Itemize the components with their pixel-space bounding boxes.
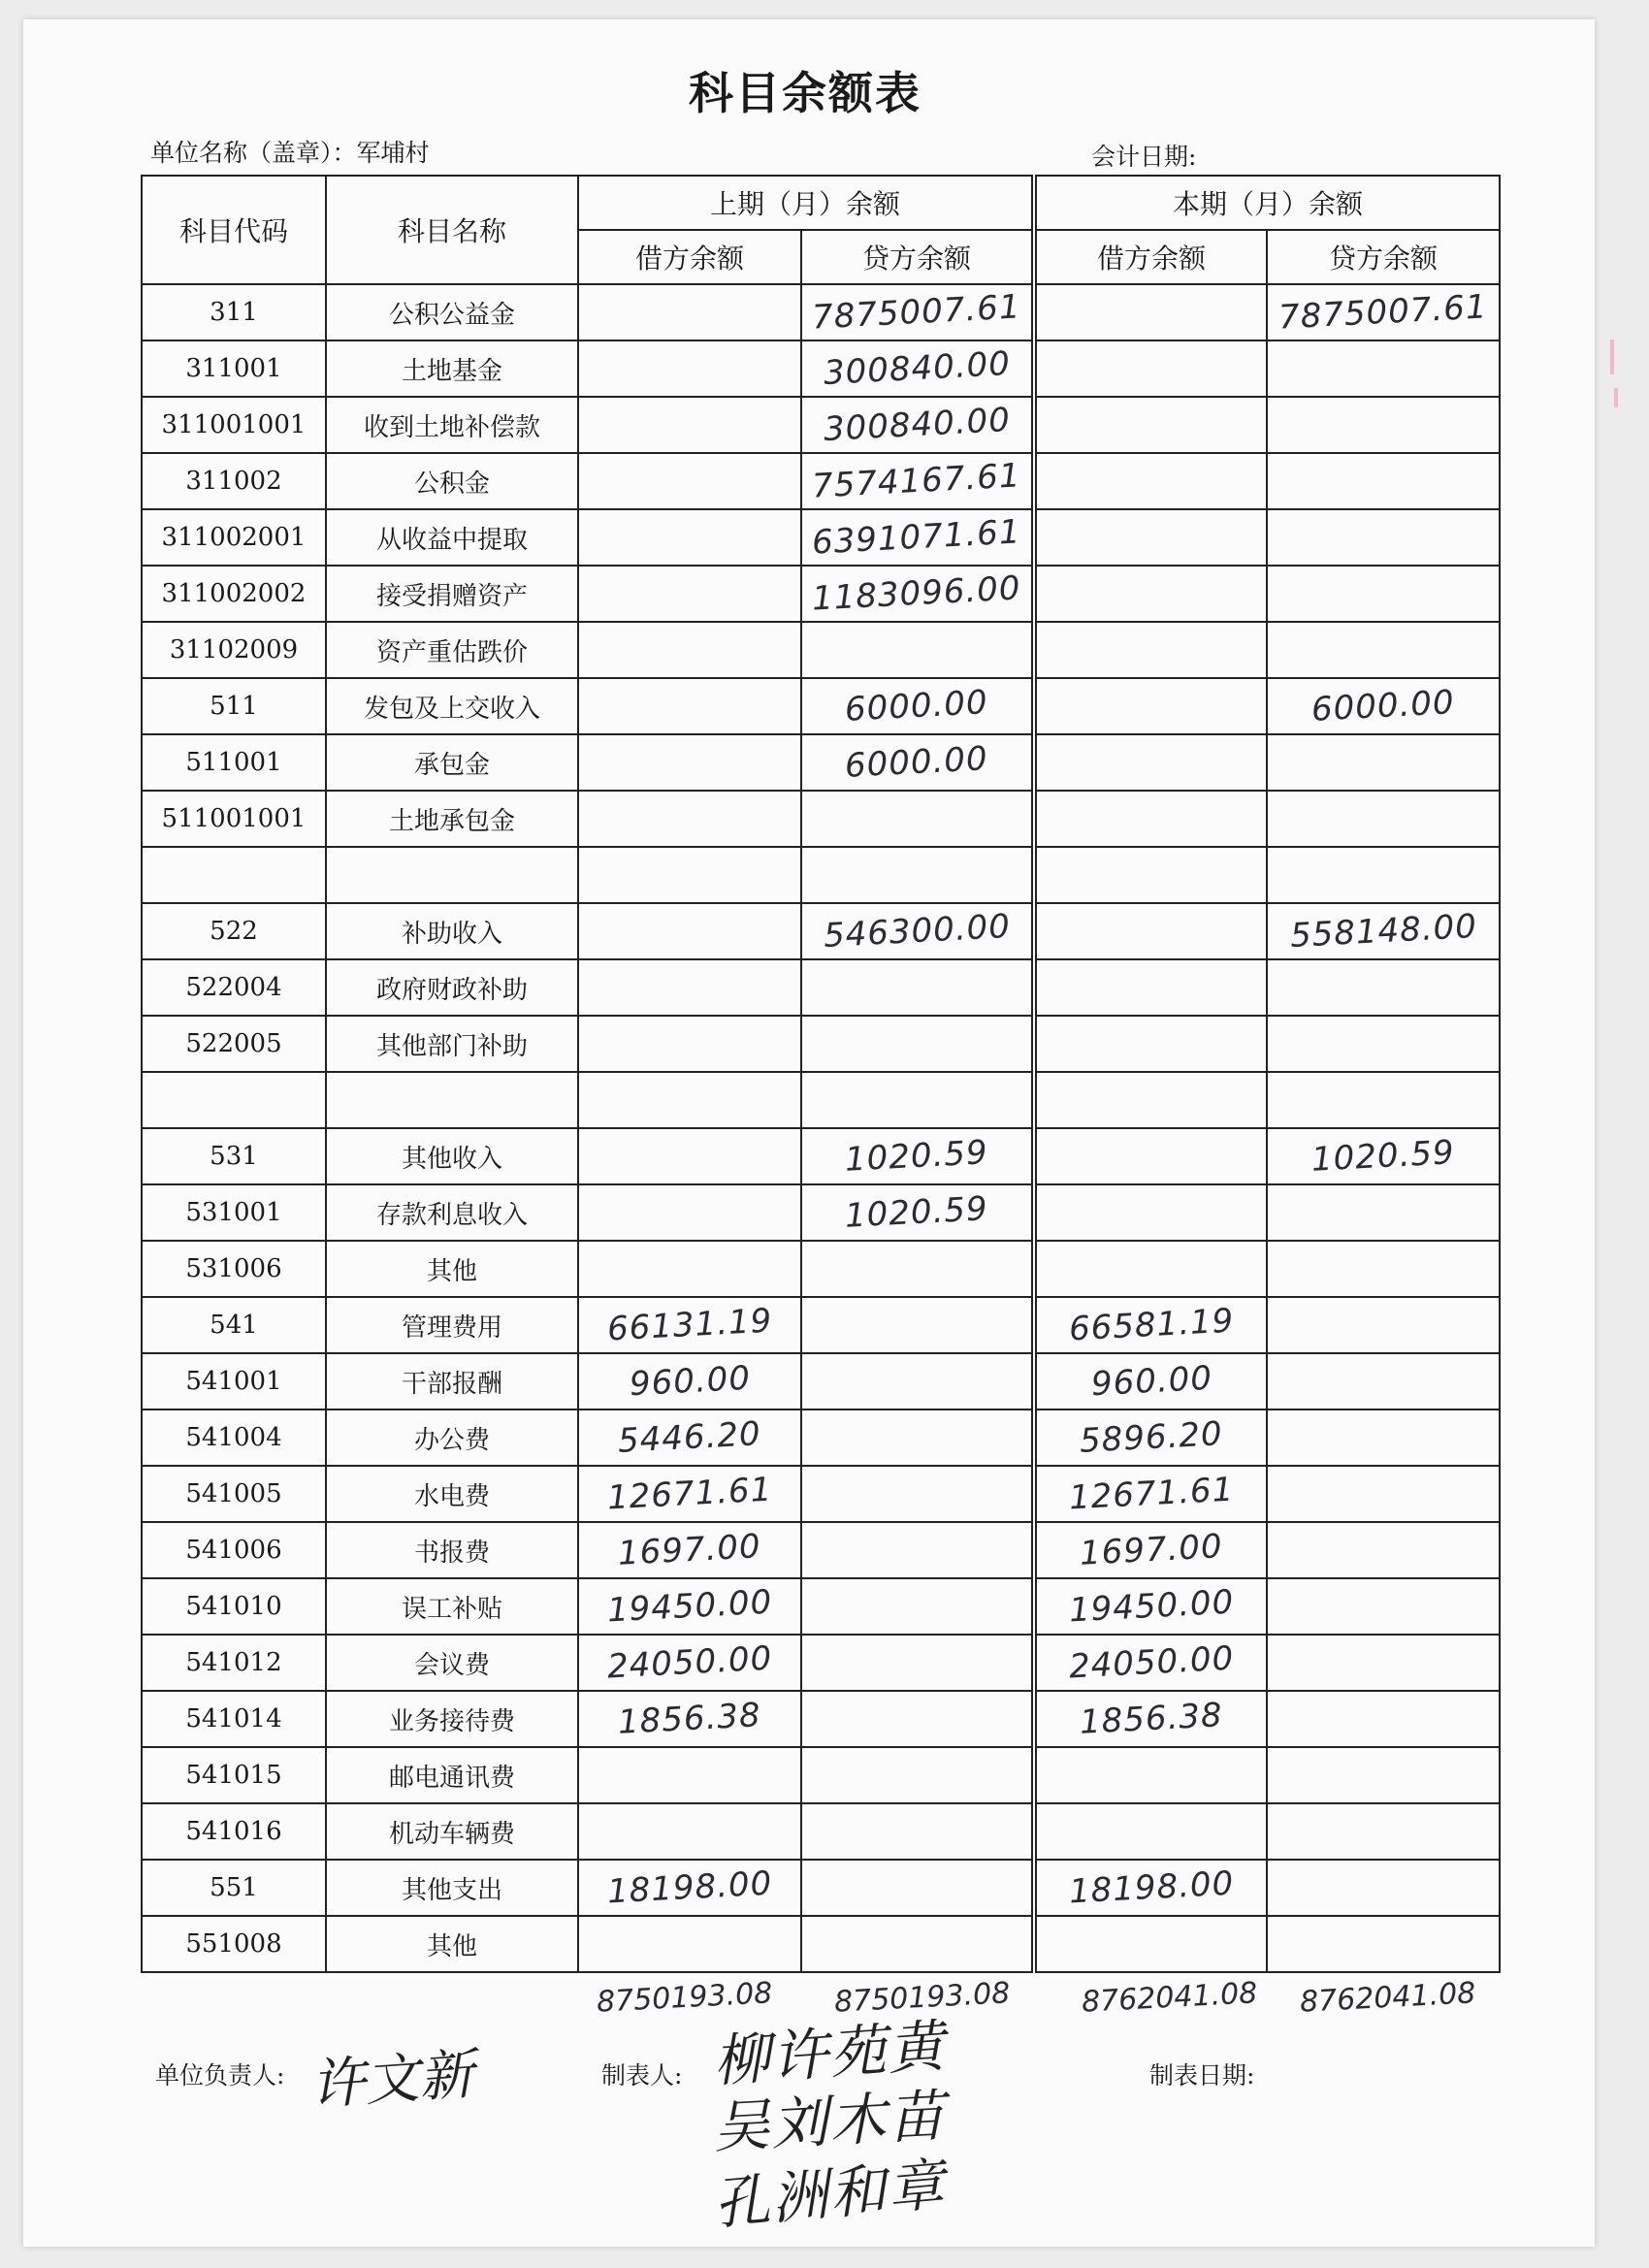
preparer-label: 制表人: <box>601 2061 683 2090</box>
cell-curr-debit <box>1034 1860 1267 1916</box>
cell-code: 311001001 <box>142 397 326 453</box>
handwritten-amount: 19450.00 <box>1067 1582 1236 1631</box>
handwritten-amount: 18198.00 <box>605 1863 774 1912</box>
cell-curr-credit <box>1267 1016 1500 1072</box>
table-row <box>142 1747 1500 1803</box>
preparer-signature-1: 柳许苑黄 <box>711 2012 949 2095</box>
handwritten-amount: 24050.00 <box>1067 1638 1236 1687</box>
cell-prev-debit <box>578 566 801 622</box>
handwritten-amount: 6000.00 <box>844 739 989 786</box>
cell-prev-debit <box>578 1578 801 1635</box>
cell-prev-debit <box>578 1241 801 1297</box>
table-row <box>142 1860 1500 1916</box>
cell-name: 办公费 <box>326 1409 578 1466</box>
cell-prev-debit <box>578 1353 801 1409</box>
cell-prev-debit <box>578 1522 801 1578</box>
table-row <box>142 1353 1500 1409</box>
cell-curr-credit <box>1267 622 1500 678</box>
cell-prev-debit <box>578 397 801 453</box>
cell-code: 311002 <box>142 453 326 509</box>
cell-curr-credit <box>1267 340 1500 397</box>
handwritten-amount: 6000.00 <box>1310 683 1456 729</box>
cell-curr-debit <box>1034 1522 1267 1578</box>
cell-code: 511001 <box>142 734 326 791</box>
cell-curr-debit <box>1034 1128 1267 1184</box>
cell-curr-credit <box>1267 1241 1500 1297</box>
cell-curr-debit <box>1034 903 1267 959</box>
cell-prev-credit <box>801 1916 1034 1972</box>
handwritten-amount: 1183096.00 <box>811 568 1022 619</box>
table-row <box>142 1297 1500 1353</box>
handwritten-amount: 1697.00 <box>617 1527 762 1573</box>
handwritten-amount: 7875007.61 <box>1277 287 1489 338</box>
cell-name: 从收益中提取 <box>326 509 578 566</box>
handwritten-amount: 19450.00 <box>605 1582 774 1631</box>
balance-table <box>141 175 1501 1973</box>
cell-prev-credit <box>801 1184 1034 1241</box>
table-row <box>142 1072 1500 1128</box>
handwritten-amount: 960.00 <box>628 1358 752 1405</box>
page-title: 科目余额表 <box>689 67 922 119</box>
cell-curr-credit <box>1267 566 1500 622</box>
header-name: 科目名称 <box>326 176 578 284</box>
cell-prev-debit <box>578 847 801 903</box>
cell-prev-debit <box>578 959 801 1016</box>
cell-name: 书报费 <box>326 1522 578 1578</box>
cell-prev-credit <box>801 1578 1034 1635</box>
cell-prev-credit <box>801 1072 1034 1128</box>
accounting-date-label: 会计日期: <box>1091 143 1197 171</box>
cell-code: 541016 <box>142 1803 326 1860</box>
cell-curr-credit <box>1267 1635 1500 1691</box>
cell-curr-debit <box>1034 1578 1267 1635</box>
preparer-signature-3: 孔洲和章 <box>710 2151 949 2238</box>
cell-code <box>142 847 326 903</box>
cell-prev-debit <box>578 1128 801 1184</box>
cell-code: 541006 <box>142 1522 326 1578</box>
table-row <box>142 678 1500 734</box>
table-row <box>142 566 1500 622</box>
cell-curr-debit <box>1034 1916 1267 1972</box>
handwritten-amount: 7574167.61 <box>811 456 1022 506</box>
handwritten-amount: 6000.00 <box>844 683 989 729</box>
handwritten-amount: 960.00 <box>1089 1358 1213 1405</box>
handwritten-amount: 24050.00 <box>605 1638 774 1687</box>
cell-prev-credit <box>801 734 1034 791</box>
cell-prev-debit <box>578 678 801 734</box>
cell-prev-debit <box>578 340 801 397</box>
cell-prev-credit <box>801 678 1034 734</box>
cell-prev-credit <box>801 1297 1034 1353</box>
cell-code <box>142 1072 326 1128</box>
cell-curr-debit <box>1034 1747 1267 1803</box>
cell-name: 接受捐赠资产 <box>326 566 578 622</box>
cell-curr-credit <box>1267 453 1500 509</box>
handwritten-amount: 7875007.61 <box>811 287 1022 338</box>
cell-curr-debit <box>1034 1691 1267 1747</box>
handwritten-amount: 18198.00 <box>1067 1863 1236 1912</box>
cell-code: 531 <box>142 1128 326 1184</box>
table-row <box>142 397 1500 453</box>
cell-code: 311002002 <box>142 566 326 622</box>
cell-prev-debit <box>578 1184 801 1241</box>
cell-prev-credit <box>801 1466 1034 1522</box>
table-row <box>142 1635 1500 1691</box>
cell-curr-credit <box>1267 1578 1500 1635</box>
cell-prev-credit <box>801 1635 1034 1691</box>
cell-curr-credit <box>1267 1184 1500 1241</box>
cell-prev-credit <box>801 566 1034 622</box>
table-row <box>142 1016 1500 1072</box>
handwritten-amount: 1020.59 <box>1310 1133 1456 1180</box>
cell-curr-debit <box>1034 1635 1267 1691</box>
cell-name: 邮电通讯费 <box>326 1747 578 1803</box>
total-curr-debit: 8762041.08 <box>1081 1976 1259 2020</box>
header-code: 科目代码 <box>142 176 326 284</box>
cell-name: 其他 <box>326 1241 578 1297</box>
header-prev-period: 上期（月）余额 <box>578 176 1034 230</box>
header-curr-period: 本期（月）余额 <box>1034 176 1500 230</box>
handwritten-amount: 1697.00 <box>1079 1527 1224 1573</box>
cell-prev-debit <box>578 1860 801 1916</box>
handwritten-amount: 546300.00 <box>822 906 1012 956</box>
cell-code: 541012 <box>142 1635 326 1691</box>
cell-curr-credit <box>1267 1072 1500 1128</box>
cell-curr-debit <box>1034 1466 1267 1522</box>
cell-curr-debit <box>1034 1241 1267 1297</box>
cell-code: 311001 <box>142 340 326 397</box>
cell-prev-debit <box>578 791 801 847</box>
cell-prev-credit <box>801 1522 1034 1578</box>
cell-name: 收到土地补偿款 <box>326 397 578 453</box>
cell-curr-debit <box>1034 340 1267 397</box>
pink-scan-mark <box>1610 340 1614 374</box>
cell-name: 机动车辆费 <box>326 1803 578 1860</box>
cell-prev-debit <box>578 1803 801 1860</box>
cell-prev-debit <box>578 903 801 959</box>
cell-name: 误工补贴 <box>326 1578 578 1635</box>
table-row <box>142 1803 1500 1860</box>
header-curr-credit: 贷方余额 <box>1267 230 1500 284</box>
cell-prev-credit <box>801 1016 1034 1072</box>
cell-code: 531001 <box>142 1184 326 1241</box>
cell-curr-debit <box>1034 1072 1267 1128</box>
cell-code: 541001 <box>142 1353 326 1409</box>
cell-prev-credit <box>801 397 1034 453</box>
cell-code: 522005 <box>142 1016 326 1072</box>
table-row <box>142 847 1500 903</box>
handwritten-amount: 300840.00 <box>822 343 1012 394</box>
table-row <box>142 903 1500 959</box>
table-row <box>142 453 1500 509</box>
cell-curr-credit <box>1267 1747 1500 1803</box>
pink-scan-mark <box>1614 388 1618 407</box>
header-prev-credit: 贷方余额 <box>801 230 1034 284</box>
table-row <box>142 791 1500 847</box>
cell-prev-credit <box>801 903 1034 959</box>
cell-curr-debit <box>1034 1353 1267 1409</box>
cell-curr-credit <box>1267 1860 1500 1916</box>
cell-prev-debit <box>578 1916 801 1972</box>
cell-curr-debit <box>1034 1297 1267 1353</box>
table-header-row <box>142 176 1500 230</box>
handwritten-amount: 12671.61 <box>605 1470 774 1518</box>
table-row <box>142 1241 1500 1297</box>
handwritten-amount: 5446.20 <box>617 1414 762 1461</box>
table-row <box>142 1691 1500 1747</box>
cell-curr-debit <box>1034 622 1267 678</box>
cell-prev-credit <box>801 509 1034 566</box>
cell-curr-credit <box>1267 1297 1500 1353</box>
cell-name: 业务接待费 <box>326 1691 578 1747</box>
cell-curr-debit <box>1034 1409 1267 1466</box>
cell-curr-debit <box>1034 453 1267 509</box>
cell-name <box>326 1072 578 1128</box>
cell-code: 541005 <box>142 1466 326 1522</box>
cell-curr-credit <box>1267 397 1500 453</box>
cell-code: 541014 <box>142 1691 326 1747</box>
handwritten-amount: 1020.59 <box>844 1189 989 1236</box>
cell-name: 土地承包金 <box>326 791 578 847</box>
cell-curr-debit <box>1034 847 1267 903</box>
cell-prev-debit <box>578 1016 801 1072</box>
cell-name: 其他部门补助 <box>326 1016 578 1072</box>
table-row <box>142 1128 1500 1184</box>
cell-code: 551008 <box>142 1916 326 1972</box>
cell-prev-credit <box>801 847 1034 903</box>
cell-code: 31102009 <box>142 622 326 678</box>
cell-curr-debit <box>1034 791 1267 847</box>
total-prev-debit: 8750193.08 <box>596 1976 774 2020</box>
cell-code: 511 <box>142 678 326 734</box>
cell-curr-credit <box>1267 1128 1500 1184</box>
cell-code: 541015 <box>142 1747 326 1803</box>
prepared-date-label: 制表日期: <box>1149 2061 1255 2090</box>
cell-prev-credit <box>801 1241 1034 1297</box>
cell-code: 522004 <box>142 959 326 1016</box>
table-row <box>142 509 1500 566</box>
header-curr-debit: 借方余额 <box>1034 230 1267 284</box>
cell-curr-debit <box>1034 1016 1267 1072</box>
unit-name-label: 单位名称（盖章）：军埔村 <box>150 139 430 167</box>
handwritten-amount: 300840.00 <box>822 400 1012 450</box>
cell-name: 其他支出 <box>326 1860 578 1916</box>
cell-code: 551 <box>142 1860 326 1916</box>
cell-curr-debit <box>1034 678 1267 734</box>
cell-curr-credit <box>1267 1353 1500 1409</box>
cell-curr-credit <box>1267 791 1500 847</box>
cell-name: 资产重估跌价 <box>326 622 578 678</box>
cell-curr-credit <box>1267 1409 1500 1466</box>
cell-code: 541010 <box>142 1578 326 1635</box>
cell-name: 会议费 <box>326 1635 578 1691</box>
cell-curr-credit <box>1267 1466 1500 1522</box>
cell-curr-credit <box>1267 1691 1500 1747</box>
cell-curr-credit <box>1267 959 1500 1016</box>
cell-prev-credit <box>801 284 1034 340</box>
table-row <box>142 1466 1500 1522</box>
cell-prev-debit <box>578 1466 801 1522</box>
table-row <box>142 734 1500 791</box>
cell-prev-debit <box>578 1409 801 1466</box>
cell-prev-credit <box>801 1353 1034 1409</box>
cell-curr-debit <box>1034 1803 1267 1860</box>
cell-code: 541 <box>142 1297 326 1353</box>
cell-prev-credit <box>801 1860 1034 1916</box>
cell-curr-debit <box>1034 1184 1267 1241</box>
table-row <box>142 340 1500 397</box>
cell-name: 公积金 <box>326 453 578 509</box>
cell-name: 干部报酬 <box>326 1353 578 1409</box>
cell-prev-credit <box>801 453 1034 509</box>
table-row <box>142 1409 1500 1466</box>
cell-name: 其他 <box>326 1916 578 1972</box>
cell-curr-credit <box>1267 1803 1500 1860</box>
cell-curr-debit <box>1034 959 1267 1016</box>
preparer-signature-2: 吴刘木苗 <box>711 2082 948 2161</box>
handwritten-amount: 1856.38 <box>1079 1696 1224 1742</box>
cell-code: 311 <box>142 284 326 340</box>
cell-name: 水电费 <box>326 1466 578 1522</box>
cell-code: 311002001 <box>142 509 326 566</box>
cell-curr-debit <box>1034 509 1267 566</box>
cell-code: 511001001 <box>142 791 326 847</box>
table-row <box>142 1522 1500 1578</box>
cell-curr-credit <box>1267 284 1500 340</box>
handwritten-amount: 5896.20 <box>1079 1414 1224 1461</box>
total-curr-credit: 8762041.08 <box>1299 1976 1477 2020</box>
cell-code: 541004 <box>142 1409 326 1466</box>
cell-name <box>326 847 578 903</box>
handwritten-amount: 12671.61 <box>1067 1470 1236 1518</box>
cell-prev-debit <box>578 1072 801 1128</box>
cell-name: 政府财政补助 <box>326 959 578 1016</box>
cell-name: 公积公益金 <box>326 284 578 340</box>
total-prev-credit: 8750193.08 <box>833 1976 1012 2020</box>
cell-prev-credit <box>801 340 1034 397</box>
cell-curr-debit <box>1034 734 1267 791</box>
cell-prev-credit <box>801 1128 1034 1184</box>
handwritten-amount: 1856.38 <box>617 1696 762 1742</box>
table-row <box>142 1916 1500 1972</box>
cell-name: 管理费用 <box>326 1297 578 1353</box>
cell-curr-credit <box>1267 847 1500 903</box>
cell-prev-debit <box>578 622 801 678</box>
cell-name: 土地基金 <box>326 340 578 397</box>
responsible-signature: 许文新 <box>308 2043 476 2118</box>
table-row <box>142 959 1500 1016</box>
handwritten-amount: 66131.19 <box>605 1301 774 1349</box>
cell-prev-debit <box>578 1747 801 1803</box>
cell-name: 承包金 <box>326 734 578 791</box>
cell-prev-credit <box>801 1803 1034 1860</box>
cell-code: 522 <box>142 903 326 959</box>
cell-curr-credit <box>1267 1916 1500 1972</box>
cell-name: 补助收入 <box>326 903 578 959</box>
cell-curr-debit <box>1034 397 1267 453</box>
cell-curr-credit <box>1267 678 1500 734</box>
table-row <box>142 1184 1500 1241</box>
cell-prev-debit <box>578 284 801 340</box>
cell-prev-debit <box>578 734 801 791</box>
cell-curr-debit <box>1034 284 1267 340</box>
cell-prev-debit <box>578 453 801 509</box>
handwritten-amount: 558148.00 <box>1288 906 1478 956</box>
handwritten-amount: 6391071.61 <box>811 512 1022 563</box>
cell-prev-credit <box>801 959 1034 1016</box>
cell-prev-debit <box>578 1691 801 1747</box>
handwritten-amount: 66581.19 <box>1067 1301 1236 1349</box>
cell-curr-debit <box>1034 566 1267 622</box>
cell-name: 存款利息收入 <box>326 1184 578 1241</box>
cell-curr-credit <box>1267 1522 1500 1578</box>
cell-prev-credit <box>801 1691 1034 1747</box>
cell-name: 其他收入 <box>326 1128 578 1184</box>
cell-code: 531006 <box>142 1241 326 1297</box>
cell-curr-credit <box>1267 509 1500 566</box>
cell-prev-debit <box>578 1635 801 1691</box>
cell-curr-credit <box>1267 734 1500 791</box>
handwritten-amount: 1020.59 <box>844 1133 989 1180</box>
cell-prev-credit <box>801 1409 1034 1466</box>
table-row <box>142 1578 1500 1635</box>
table-row <box>142 284 1500 340</box>
cell-prev-credit <box>801 791 1034 847</box>
cell-prev-debit <box>578 1297 801 1353</box>
responsible-label: 单位负责人: <box>155 2061 285 2090</box>
header-prev-debit: 借方余额 <box>578 230 801 284</box>
cell-prev-debit <box>578 509 801 566</box>
cell-name: 发包及上交收入 <box>326 678 578 734</box>
cell-prev-credit <box>801 622 1034 678</box>
cell-curr-credit <box>1267 903 1500 959</box>
table-row <box>142 622 1500 678</box>
cell-prev-credit <box>801 1747 1034 1803</box>
